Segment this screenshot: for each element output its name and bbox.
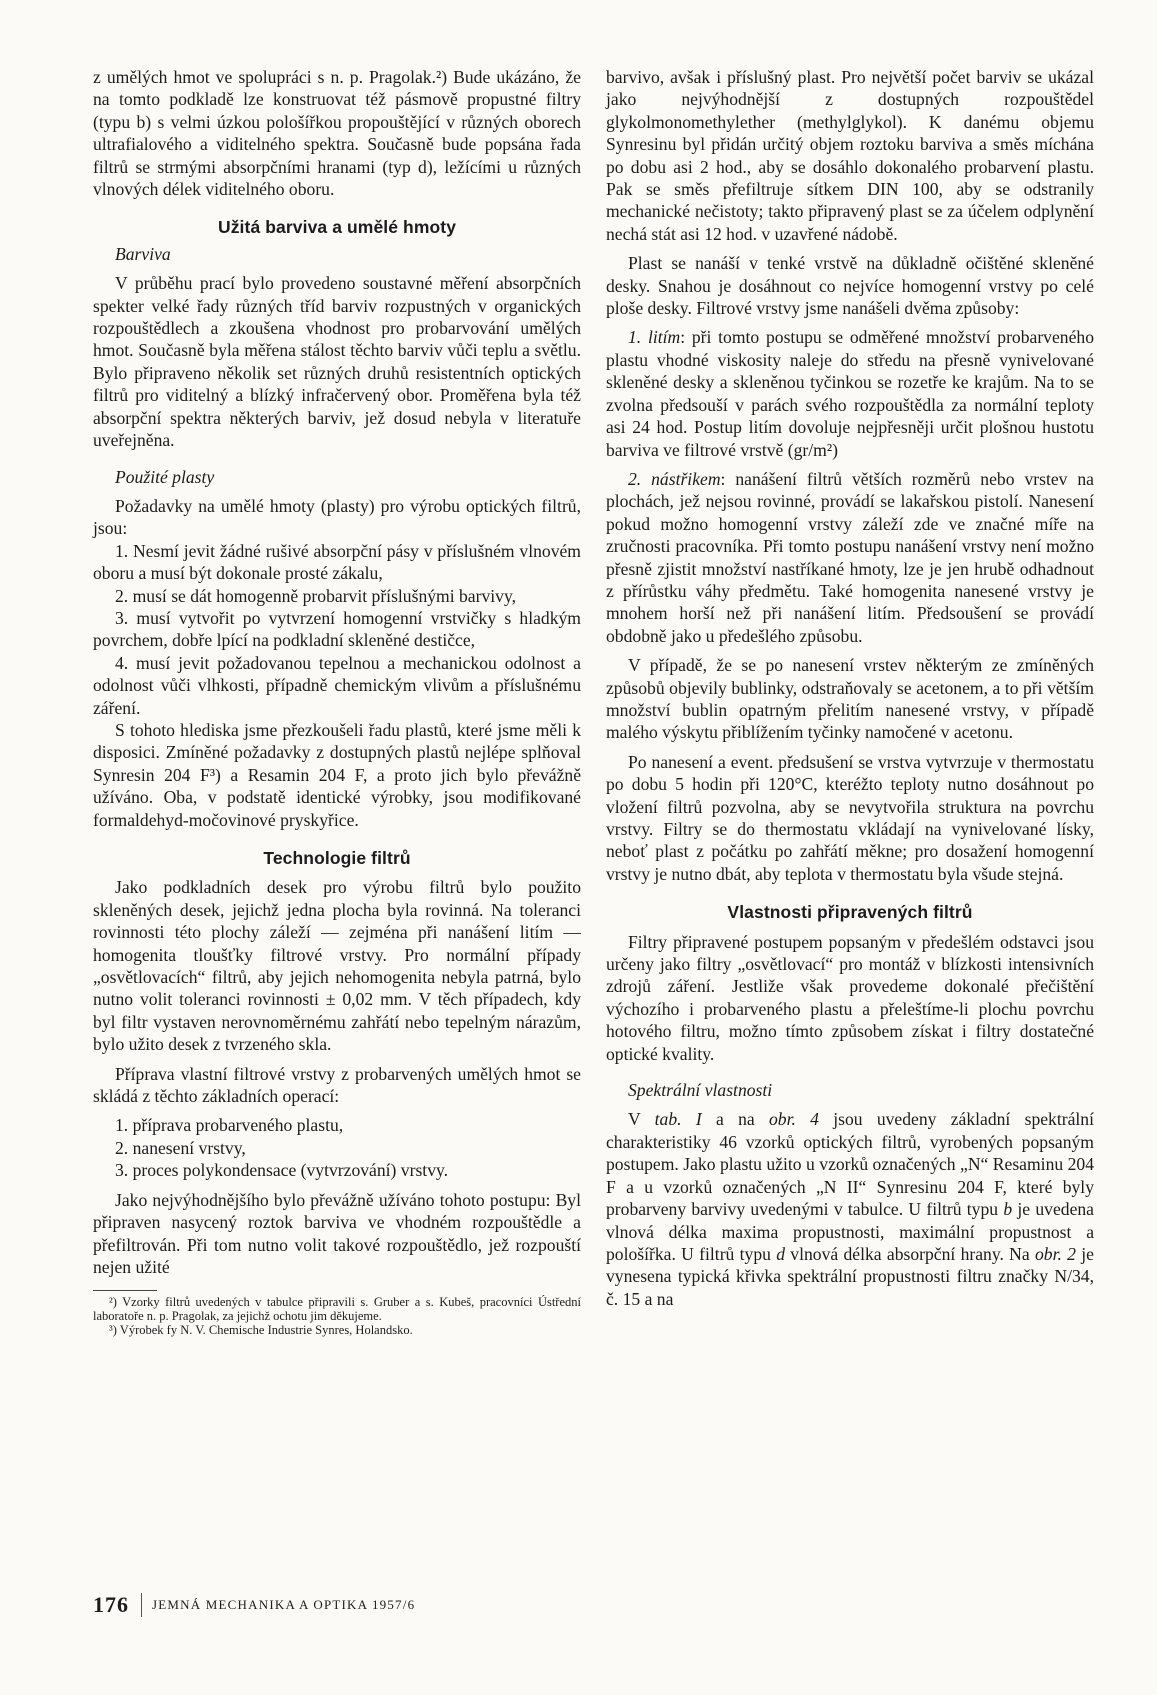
paragraph: S tohoto hlediska jsme přezkoušeli řadu plastů, které jsme měli k disposici. Zmíněné požadavky z dostupných plastů nejlépe splňoval Synresin 204 F³) a Resamin 204 F, a proto jich bylo převážně užíváno. Oba, v podstatě identické výrobky, jsou modifikované formaldehyd-močovinové pryskyřice. xyxy=(93,719,581,830)
paragraph: Požadavky na umělé hmoty (plasty) pro výrobu optických filtrů, jsou: xyxy=(93,495,581,539)
list-item: 3. proces polykondensace (vytvrzování) vrstvy. xyxy=(115,1160,449,1181)
footnote: ³) Výrobek fy N. V. Chemische Industrie Synres, Holandsko. xyxy=(109,1323,413,1338)
figure-reference: obr. 2 xyxy=(1035,1243,1076,1264)
section-heading: Vlastnosti připravených filtrů xyxy=(727,902,973,923)
table-reference: tab. I xyxy=(654,1109,702,1130)
subsection-heading: Spektrální vlastnosti xyxy=(628,1080,773,1101)
text-run: V xyxy=(628,1109,655,1130)
figure-reference: obr. 4 xyxy=(768,1109,819,1130)
list-item: 1. příprava probarveného plastu, xyxy=(115,1115,344,1136)
paragraph: Filtry připravené postupem popsaným v předešlém odstavci jsou určeny jako filtry „osvětlovací“ pro montáž v blízkosti intensivních zdrojů záření. Jestliže však provedeme dokonalé přečištění výchozího i probarveného plastu a přeleštíme-li plochu povrchu hotového filtru, možno tímto způsobem získat i filtry dostatečné optické kvality. xyxy=(606,931,1094,1064)
text-run: jsou uvedeny základní spektrální charakteristiky 46 vzorků optických filtrů, vyrobených popsaným postupem. Jako plastu užito u vzorků označených „N“ Resaminu 204 F a u vzorků označených „N II“ Synresinu 204 F, které byly probarveny barvivy uvedenými v tabulce. U filtrů typu xyxy=(606,1109,1094,1220)
subsection-heading: Použité plasty xyxy=(115,466,215,487)
list-item: 2. nanesení vrstvy, xyxy=(115,1137,246,1158)
page-number: 176 xyxy=(93,1592,129,1617)
method-label: 1. litím xyxy=(628,327,681,348)
filter-type: b xyxy=(1003,1199,1013,1220)
footer-divider xyxy=(141,1593,142,1617)
method-text: : nanášení filtrů větších rozměrů nebo vrstev na plochách, jež nejsou rovinné, provádí se lakařskou pistolí. Nanesení pokud možno homogenní vrstvy záleží zde ve značné míře na zručnosti pracovníka. Při tomto postupu nanášení vrstvy není možno přesně zjistit množství nastříkané hmoty, lze je jen hrubě odhadnout z přírůstku váhy předmětu. Také homogenita nanesené vrstvy je mnohem horší než při nanášení litím. Předsoušení se provádí obdobně jako u předešlého způsobu. xyxy=(606,468,1094,646)
right-column xyxy=(606,66,1094,1310)
list-item: 4. musí jevit požadovanou tepelnou a mechanickou odolnost a odolnost vůči vlhkosti, případně chemickým vlivům a příslušnému záření. xyxy=(93,652,581,718)
paragraph: barvivo, avšak i příslušný plast. Pro největší počet barviv se ukázal jako nejvýhodnější z dostupných rozpouštědel glykolmonomethylether (methylglykol). K danému objemu Synresinu byl přidán určitý objem roztoku barviva a směs míchána po dobu asi 2 hod., aby se dosáhlo dokonalého probarvení plastu. Pak se směs přefiltruje sítkem DIN 100, aby se odstranily mechanické nečistoty; takto připravený plast se za účelem odplynění nechá stát asi 12 hod. v uzavřené nádobě. xyxy=(606,67,1094,244)
text-run: je uvedena vlnová délka maxima propustnosti, maximální propustnost a pološířka. U filtrů typu xyxy=(606,1199,1094,1264)
paragraph: V případě, že se po nanesení vrstev některým ze zmíněných způsobů objevily bublinky, odstraňovaly se acetonem, a to při větším množství bublin opatrným přelitím nanesené vrstvy, v případě malého výskytu přiblížením tyčinky namočené v acetonu. xyxy=(606,655,1094,743)
text-run: je vynesena typická křivka spektrální propustnosti filtru značky N/34, č. 15 a na xyxy=(606,1243,1094,1309)
paragraph: Příprava vlastní filtrové vrstvy z probarvených umělých hmot se skládá z těchto základních operací: xyxy=(93,1063,581,1107)
left-column xyxy=(93,66,581,1337)
method-paragraph xyxy=(606,468,1094,647)
section-heading: Technologie filtrů xyxy=(263,848,411,868)
paragraph xyxy=(606,1108,1094,1310)
paragraph: V průběhu prací bylo provedeno soustavné měření absorpčních spekter velké řady různých tříd barviv rozpustných v organických rozpouštědlech a zkoušena vhodnost pro probarvování umělých hmot. Současně byla měřena stálost těchto barviv vůči teplu a světlu. Bylo připraveno několik set různých druhů resistentních optických filtrů pro viditelný a blízký infračervený obor. Proměřena byla též absorpční spektra některých barviv, jež dosud nebyla v literatuře uveřejněna. xyxy=(93,273,581,451)
text-run: a na xyxy=(701,1109,769,1130)
subsection-heading: Barviva xyxy=(115,243,171,264)
paragraph: Jako podkladních desek pro výrobu filtrů bylo použito skleněných desek, jejichž jedna plocha byla rovinná. Na toleranci rovinnosti této plochy záleží — zejména při nanášení litím — homogenita tloušťky filtrové vrstvy. Pro normální případy „osvětlovacích“ filtrů, aby jejich nehomogenita nebyla patrná, bylo nutno volit toleranci rovinnosti ± 0,02 mm. V těch případech, kdy byl filtr vystaven nerovnoměrnému zahřátí nebo tepelným nárazům, bylo užito desek z tvrzeného skla. xyxy=(93,877,581,1055)
section-heading: Užitá barviva a umělé hmoty xyxy=(217,217,457,238)
paragraph: Po nanesení a event. předsušení se vrstva vytvrzuje v thermostatu po dobu 5 hodin při 120°C, kteréžto teploty nutno dosáhnout po vložení filtrů pozvolna, aby se nevytvořila struktura na povrchu vrstvy. Filtry se do thermostatu vkládají na vynivelované lísky, neboť plast z počátku po zahřátí měkne; pro dosažení homogenní vrstvy je nutno dbát, aby teplota v thermostatu byla všude stejná. xyxy=(606,751,1094,884)
method-text: : při tomto postupu se odměřené množství probarveného plastu vhodné viskosity naleje do středu na přesně vynivelované skleněné desky a skleněnou tyčinkou se rozetře ke krajům. Na to se zvolna předsouší v parách svého rozpouštědla za normální teploty asi 24 hod. Postup litím dovoluje nejpřesněji určit plošnou hustotu barviva ve filtrové vrstvě (gr/m²) xyxy=(606,327,1094,460)
list-item: 1. Nesmí jevit žádné rušivé absorpční pásy v příslušném vlnovém oboru a musí být dokonale prosté zákalu, xyxy=(93,540,581,584)
footnotes xyxy=(93,1295,581,1337)
paragraph: Jako nejvýhodnějšího bylo převážně užíváno tohoto postupu: Byl připraven nasycený roztok barviva ve vhodném rozpouštědle a přefiltrován. Při tom nutno volit takové rozpouštědlo, jež rozpouští nejen užité xyxy=(93,1189,581,1277)
list-item: 2. musí se dát homogenně probarvit příslušnými barvivy, xyxy=(115,585,517,606)
method-paragraph xyxy=(606,326,1094,460)
filter-type: d xyxy=(776,1243,786,1264)
journal-title: JEMNÁ MECHANIKA A OPTIKA 1957/6 xyxy=(152,1597,416,1612)
text-run: vlnová délka absorpční hrany. Na xyxy=(785,1243,1035,1264)
page-footer xyxy=(93,1590,415,1620)
footnote-divider xyxy=(93,1290,157,1291)
method-label: 2. nástřikem xyxy=(628,468,721,489)
list-item: 3. musí vytvořit po vytvrzení homogenní vrstvičky s hladkým povrchem, dobře lpící na podkladní skleněné destičce, xyxy=(93,607,581,651)
paragraph: z umělých hmot ve spolupráci s n. p. Pragolak.²) Bude ukázáno, že na tomto podkladě lze konstruovat též pásmově propustné filtry (typu b) s velmi úzkou pološířkou propouštějící v různých oborech ultrafialového a viditelného spektra. Současně bude popsána řada filtrů se strmými absorpčními hranami (typ d), ležícími u různých vlnových délek viditelného oboru. xyxy=(93,67,581,200)
footnote: ²) Vzorky filtrů uvedených v tabulce připravili s. Gruber a s. Kubeš, pracovníci Ústřední laboratoře n. p. Pragolak, za jejichž ochotu jim děkujeme. xyxy=(93,1295,581,1324)
paragraph: Plast se nanáší v tenké vrstvě na důkladně očištěné skleněné desky. Snahou je dosáhnout co nejvíce homogenní vrstvy po celé ploše desky. Filtrové vrstvy jsme nanášeli dvěma způsoby: xyxy=(606,253,1094,319)
